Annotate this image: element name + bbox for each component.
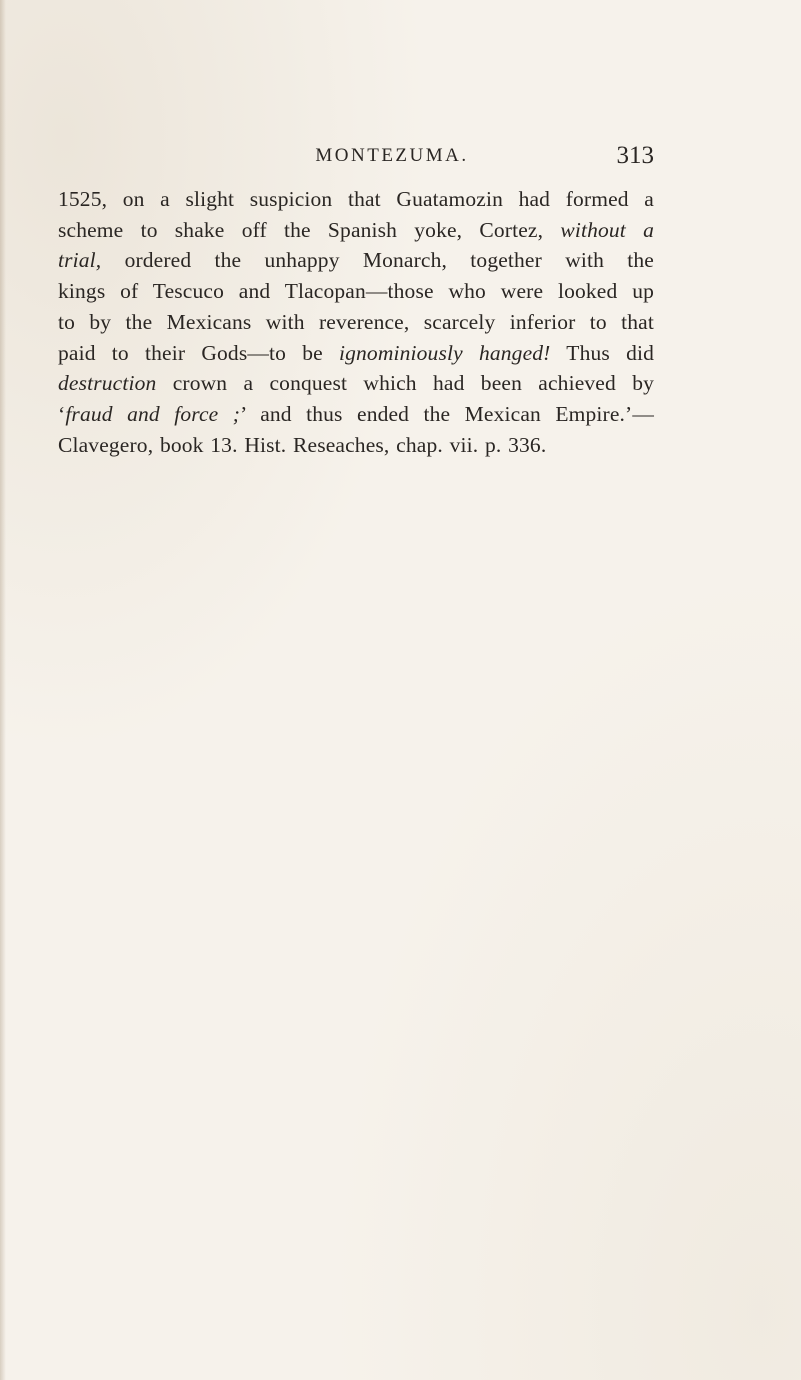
italic-text: fraud and force ; <box>65 401 241 426</box>
text-run: Thus did <box>550 340 654 365</box>
text-run: ’ and thus ended the Mexican Empire.’— <box>240 401 655 426</box>
text-line <box>58 399 654 430</box>
text-run: 1525, on a slight suspicion that Guatamozin had formed a <box>58 187 654 211</box>
text-line <box>58 245 654 276</box>
text-run: ordered the unhappy Monarch, together with the <box>101 248 654 273</box>
text-run: paid to their Gods—to be <box>58 340 339 365</box>
italic-text: destruction <box>58 371 157 396</box>
text-run: ‘ <box>58 401 66 426</box>
text-run: to by the Mexicans with reverence, scarcely inferior to that <box>58 309 654 334</box>
text-line <box>58 215 654 246</box>
italic-text: without a <box>560 217 654 242</box>
text-line <box>58 430 654 461</box>
text-line <box>58 307 654 338</box>
running-title: MONTEZUMA. <box>315 145 469 166</box>
text-run: crown a conquest which had been achieved by <box>156 371 654 396</box>
body-paragraph <box>58 184 654 460</box>
text-run: kings of Tescuco and Tlacopan—those who were looked up <box>58 279 654 304</box>
text-line <box>58 368 654 399</box>
running-head <box>130 141 654 171</box>
text-line <box>58 338 654 369</box>
text-run: scheme to shake off the Spanish yoke, Cortez, <box>58 217 561 242</box>
text-run: Clavegero, book 13. Hist. Reseaches, chap. vii. p. 336. <box>58 432 547 457</box>
page-binding-shadow <box>0 0 6 1380</box>
page-number: 313 <box>616 142 654 169</box>
italic-text: ignominiously hanged! <box>339 340 551 365</box>
text-line <box>58 276 654 307</box>
text-line <box>58 184 654 215</box>
italic-text: trial, <box>58 248 102 273</box>
